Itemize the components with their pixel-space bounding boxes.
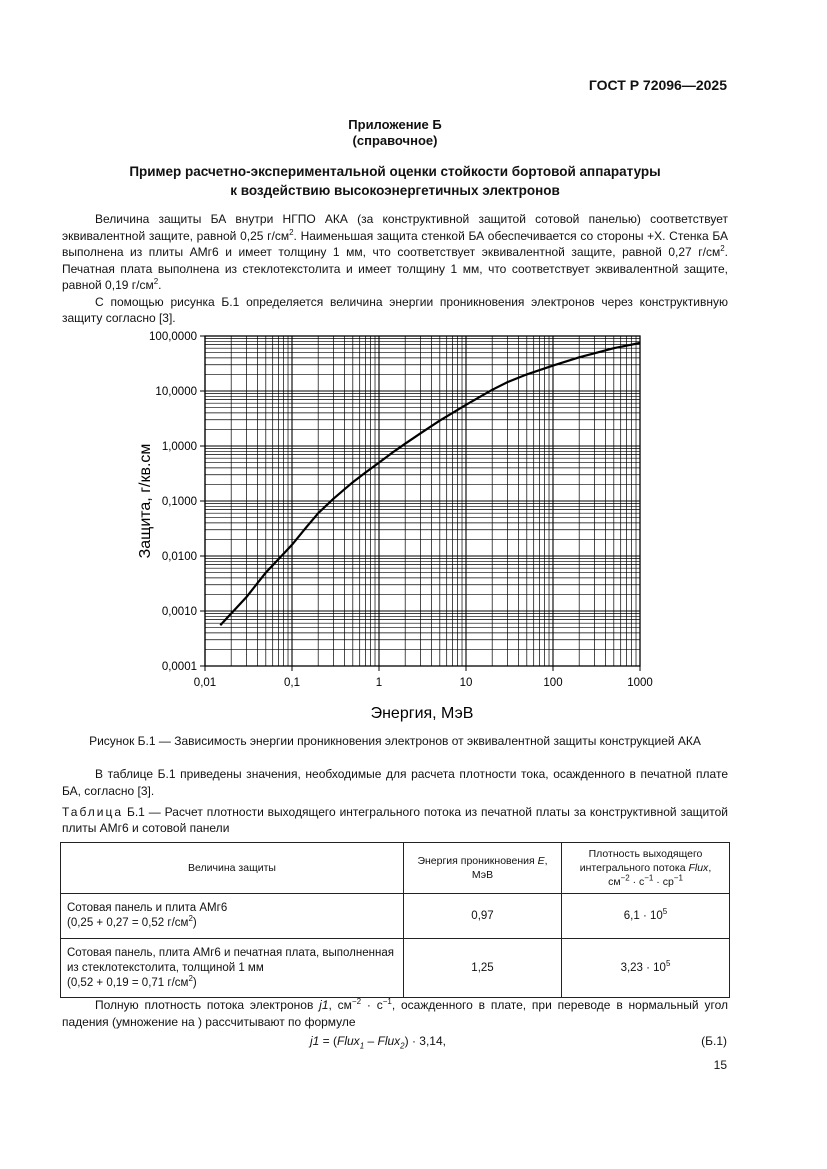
- formula-number: (Б.1): [701, 1034, 727, 1048]
- table-header-row: [61, 843, 730, 894]
- y-tick-label: 0,0100: [161, 551, 197, 563]
- x-tick-label: 0,1: [284, 677, 300, 689]
- page-number: 15: [713, 1058, 727, 1072]
- table-row: [61, 939, 730, 998]
- y-tick-label: 100,0000: [149, 331, 197, 343]
- x-tick-label: 10: [459, 677, 473, 689]
- x-tick-label: 0,01: [193, 677, 217, 689]
- x-axis-label: Энергия, МэВ: [370, 705, 474, 722]
- row2-flux: $3,23 \cdot 10^5$: [562, 939, 730, 998]
- paragraph-4: Полную плотность потока электронов j1, $см^{-2} \cdot с^{-1}$, осажденного в плате, при переводе в нормальный угол падения (умножение на ) рассчитывают по формуле: [62, 997, 728, 1029]
- row2-protection: Сотовая панель, плита АМг6 и печатная плата, выполненная из стеклотекстолита, толщиной 1 мм (0,52 + 0,19 = 0,71 $г/см^2$): [61, 939, 404, 998]
- y-tick-label: 0,1000: [161, 496, 197, 508]
- section-title-line2: к воздействию высокоэнергетичных электронов: [230, 183, 560, 198]
- row1-protection: Сотовая панель и плита АМг6 (0,25 + 0,27 = 0,52 $г/см^2$): [61, 894, 404, 939]
- table-b1: [60, 842, 730, 998]
- section-title-line1: Пример расчетно-экспериментальной оценки стойкости бортовой аппаратуры: [129, 164, 661, 179]
- y-tick-labels: [149, 331, 205, 673]
- row1-energy: 0,97: [404, 894, 562, 939]
- section-title: [0, 162, 790, 200]
- y-tick-label: 1,0000: [161, 441, 197, 453]
- y-tick-label: 10,0000: [155, 386, 197, 398]
- paragraph-3: В таблице Б.1 приведены значения, необходимые для расчета плотности тока, осажденного в печатной плате БА, согласно [3].: [62, 767, 728, 798]
- row2-energy: 1,25: [404, 939, 562, 998]
- row1-flux: $6,1 \cdot 10^5$: [562, 894, 730, 939]
- formula-intro-text: [62, 997, 728, 1030]
- x-tick-label: 1: [375, 677, 383, 689]
- header-energy: Энергия проникновения E, МэВ: [404, 843, 562, 894]
- table-caption-text: Б.1 — Расчет плотности выходящего интегрального потока из печатной платы за конструктивной защитой плиты АМг6 и сотовой панели: [62, 805, 728, 835]
- intro-text: [62, 211, 728, 327]
- chart-grid: [205, 336, 640, 666]
- x-tick-labels: [194, 666, 653, 689]
- y-tick-label: 0,0010: [161, 606, 197, 618]
- table-intro-text: [62, 766, 728, 799]
- header-protection: Величина защиты: [61, 843, 404, 894]
- document-id: ГОСТ Р 72096—2025: [588, 77, 727, 93]
- paragraph-1: Величина защиты БА внутри НГПО АКА (за конструктивной защитой сотовой панелью) соответствует эквивалентной защите, равной 0,25 $г/см^2$. Наименьшая защита стенкой БА обеспечивается со стороны +X. Стенка БА выполнена из плиты АМг6 и имеет толщину 1 мм, что соответствует эквивалентной защите, равной 0,27 $г/см^2$. Печатная плата выполнена из стеклотекстолита и имеет толщину 1 мм, что соответствует эквивалентной защите, равной 0,19 $г/см^2$.: [62, 212, 729, 292]
- x-tick-label: 100: [543, 677, 563, 689]
- table-row: [61, 894, 730, 939]
- figure-caption: Рисунок Б.1 — Зависимость энергии проникновения электронов от эквивалентной защиты конструкцией АКА: [89, 734, 701, 748]
- paragraph-2: С помощью рисунка Б.1 определяется величина энергии проникновения электронов через конструктивную защиту согласно [3].: [62, 294, 728, 325]
- y-tick-label: 0,0001: [161, 661, 197, 673]
- y-axis-label: Защита, г/кв.см: [137, 443, 154, 559]
- header-flux: Плотность выходящего интегрального потока Flux, $см^{-2} \cdot с^{-1} \cdot ср^{-1}$: [562, 843, 730, 894]
- x-tick-label: 1000: [627, 677, 653, 689]
- table-caption: [62, 804, 728, 836]
- figure-chart: [60, 326, 760, 726]
- formula: j1 = (Flux$_1$ – Flux$_2$) · 3,14,: [310, 1034, 446, 1051]
- annex-type: (справочное): [352, 133, 438, 148]
- table-caption-label: Таблица: [62, 805, 124, 819]
- annex-title: Приложение Б: [348, 117, 442, 132]
